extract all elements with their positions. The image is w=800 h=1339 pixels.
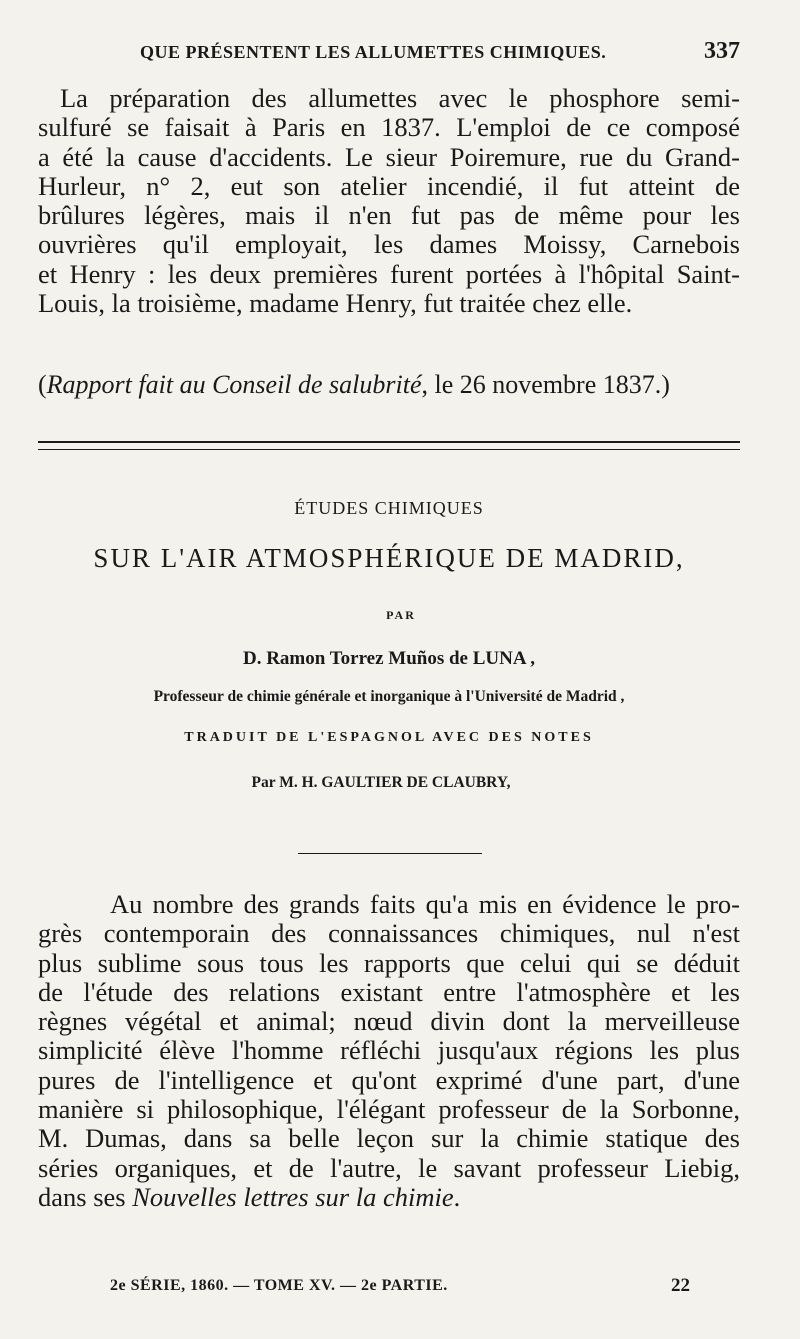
text-line: pures de l'intelligence et qu'ont exprimé d'une part, d'une [38,1064,740,1095]
text-line: brûlures légères, mais il n'en fut pas de même pour les [38,200,740,231]
text-line: ouvrières qu'il employait, les dames Moissy, Carnebois [38,229,740,260]
series-info: 2e SÉRIE, 1860. — TOME XV. — 2e PARTIE. [110,1277,448,1294]
text-line: La préparation des allumettes avec le phosphore semi- [60,83,740,113]
text-line: de l'étude des relations existant entre l'atmosphère et les [38,976,740,1007]
text-line: a été la cause d'accidents. Le sieur Poiremure, rue du Grand- [38,141,740,172]
page-footer [110,1275,710,1301]
text-line [38,1183,740,1212]
text-run: . [453,1181,461,1212]
article-title: SUR L'AIR ATMOSPHÉRIQUE DE MADRID, [93,543,685,573]
reference-italic: Rapport fait au Conseil de salubrité [46,370,422,399]
report-reference [38,370,740,400]
reference-open: ( [38,370,47,399]
text-line: plus sublime sous tous les rapports que celui qui se déduit [38,947,740,978]
page-number: 337 [704,38,740,64]
text-line: simplicité élève l'homme réfléchi jusqu'aux régions les plus [38,1035,740,1066]
text-line: séries organiques, et de l'autre, le savant professeur Liebig, [38,1152,740,1183]
running-title: QUE PRÉSENTENT LES ALLUMETTES CHIMIQUES. [140,42,607,62]
translation-note: TRADUIT DE L'ESPAGNOL AVEC DES NOTES [184,730,594,745]
short-divider [298,853,482,854]
text-line: manière si philosophique, l'élégant professeur de la Sorbonne, [38,1094,740,1125]
running-head [60,38,740,68]
text-line: et Henry : les deux premières furent portées à l'hôpital Saint- [38,258,740,289]
signature-mark: 22 [671,1275,690,1296]
by-line: PAR [386,608,416,622]
reference-date: , le 26 novembre 1837.) [421,370,670,399]
paragraph-intro [38,890,740,1212]
text-line: règnes végétal et animal; nœud divin dont la merveilleuse [38,1006,740,1037]
article-label: ÉTUDES CHIMIQUES [294,498,484,518]
text-line: Au nombre des grands faits qu'a mis en évidence le pro- [110,889,740,919]
section-divider [38,441,740,450]
book-title: Nouvelles lettres sur la chimie [132,1181,454,1212]
author-name: D. Ramon Torrez Muños de LUNA , [242,648,536,669]
text-line: Louis, la troisième, madame Henry, fut traitée chez elle. [38,288,633,319]
paragraph-matches [38,84,740,318]
text-run: dans ses [38,1181,133,1212]
text-line: M. Dumas, dans sa belle leçon sur la chimie statique des [38,1123,740,1154]
text-line: grès contemporain des connaissances chimiques, nul n'est [38,918,740,949]
text-line: sulfuré se faisait à Paris en 1837. L'emploi de ce composé [38,112,740,143]
translator-name: Par M. H. GAULTIER DE CLAUBRY, [251,774,511,791]
text-line: Hurleur, n° 2, eut son atelier incendié, il fut atteint de [38,170,740,201]
author-affiliation: Professeur de chimie générale et inorganique à l'Université de Madrid , [153,688,625,705]
